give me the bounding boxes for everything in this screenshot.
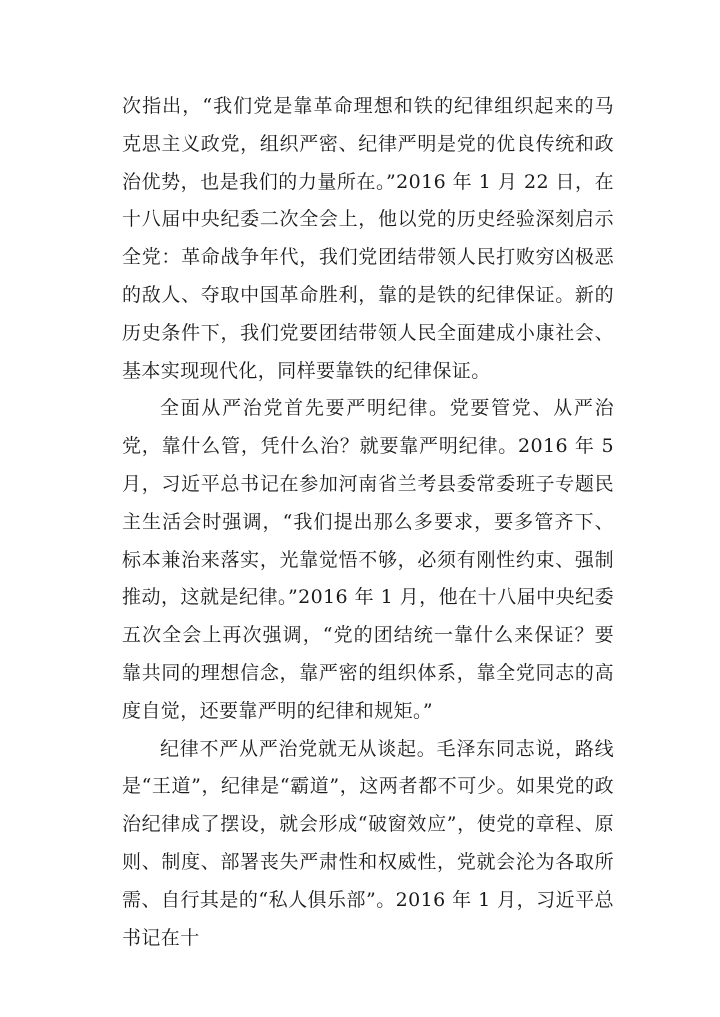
paragraph-discipline-first: 全面从严治党首先要严明纪律。党要管党、从严治党，靠什么管，凭什么治？就要靠严明纪律。2016 年 5 月，习近平总书记在参加河南省兰考县委常委班子专题民主生活会时强调，“我们提出那么多要求，要多管齐下、标本兼治来落实，光靠觉悟不够，必须有刚性约束、强制推动，这就是纪律。”2016 年 1 月，他在十八届中央纪委五次全会上再次强调，“党的团结统一靠什么来保证？要靠共同的理想信念，靠严密的组织体系，靠全党同志的高度自觉，还要靠严明的纪律和规矩。” [122, 397, 614, 722]
document-body [122, 88, 614, 957]
paragraph-discipline-strict: 纪律不严从严治党就无从谈起。毛泽东同志说，路线是“王道”，纪律是“霸道”，这两者都不可少。如果党的政治纪律成了摆设，就会形成“破窗效应”，使党的章程、原则、制度、部署丧失严肃性和权威性，党就会沦为各取所需、自行其是的“私人俱乐部”。2016 年 1 月，习近平总书记在十 [122, 737, 614, 949]
paragraph-continued: 次指出，“我们党是靠革命理想和铁的纪律组织起来的马克思主义政党，组织严密、纪律严明是党的优良传统和政治优势，也是我们的力量所在。”2016 年 1 月 22 日，在十八届中央纪委二次全会上，他以党的历史经验深刻启示全党：革命战争年代，我们党团结带领人民打败穷凶极恶的敌人、夺取中国革命胜利，靠的是铁的纪律保证。新的历史条件下，我们党要团结带领人民全面建成小康社会、基本实现现代化，同样要靠铁的纪律保证。 [122, 95, 614, 382]
